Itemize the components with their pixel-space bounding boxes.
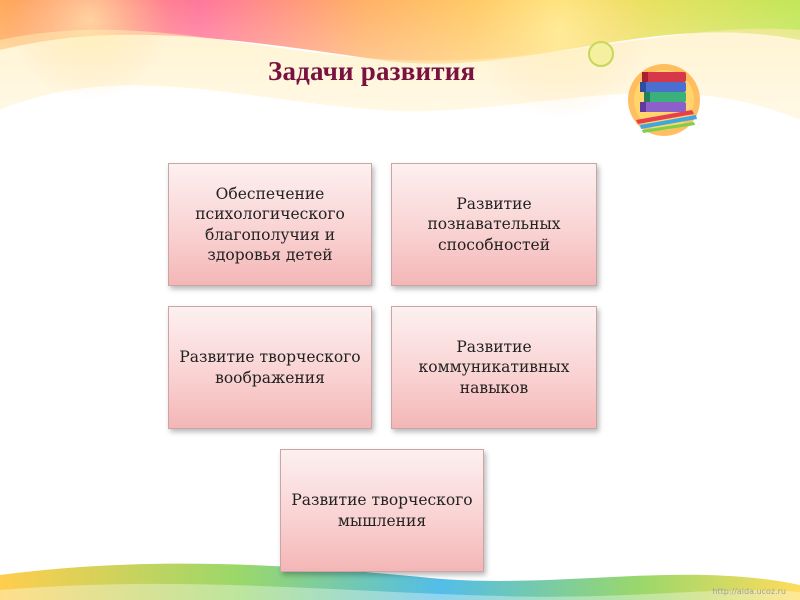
task-box-label: Развитие познавательных способностей — [427, 195, 561, 254]
task-box-label: Развитие коммуникативных навыков — [418, 338, 570, 397]
task-box-cognitive — [391, 163, 597, 286]
task-box-label: Обеспечение психологического благополучия и здоровья детей — [195, 185, 345, 264]
books-icon — [622, 58, 706, 138]
task-box-wellbeing — [168, 163, 372, 286]
task-box-communication — [391, 306, 597, 429]
decorative-circle-icon — [589, 42, 613, 66]
task-box-label: Развитие творческого воображения — [179, 348, 361, 387]
task-box-label: Развитие творческого мышления — [291, 491, 473, 530]
task-box-thinking — [280, 449, 484, 572]
footer-url: http://aida.ucoz.ru — [712, 587, 786, 596]
task-box-imagination — [168, 306, 372, 429]
slide-title: Задачи развития — [268, 56, 476, 86]
